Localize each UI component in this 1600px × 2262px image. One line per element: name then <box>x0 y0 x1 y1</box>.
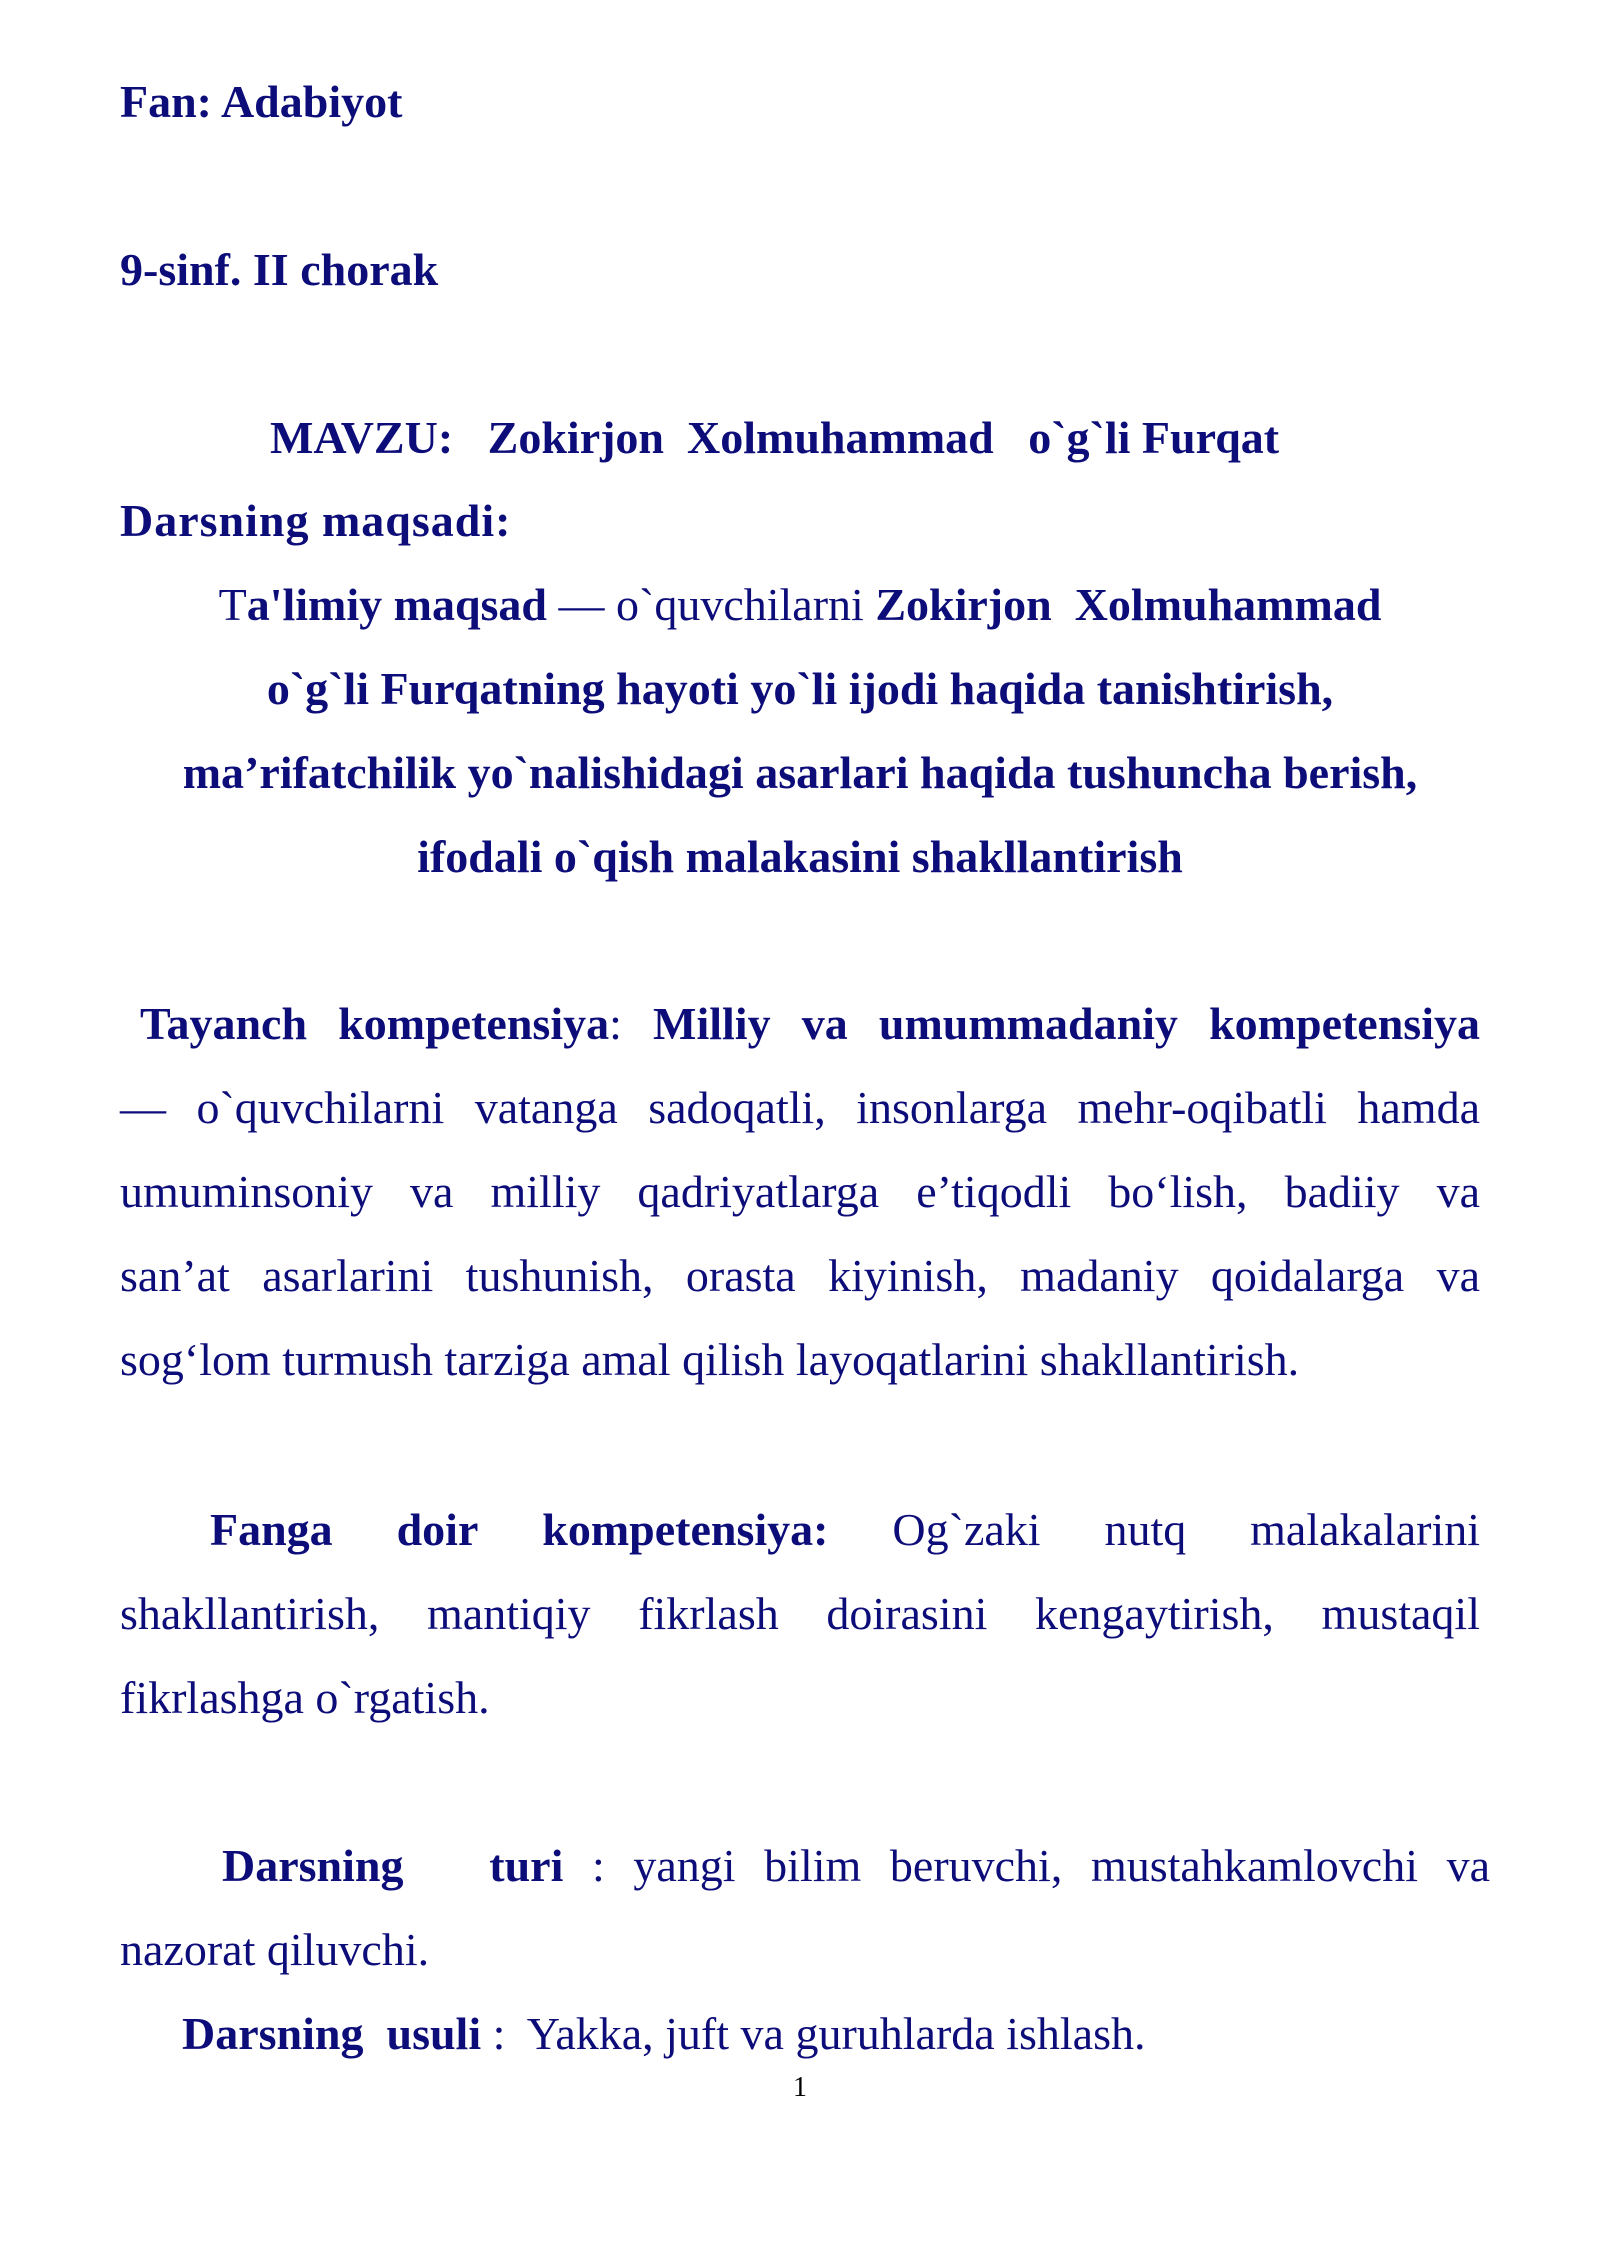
core-competence-line1 <box>140 996 1480 1052</box>
lesson-method-label: Darsning usuli <box>182 2008 482 2059</box>
core-competence-line2: — o`quvchilarni vatanga sadoqatli, insonlarga mehr-oqibatli hamda <box>120 1082 1480 1133</box>
subject-heading: Fan: Adabiyot <box>120 76 403 127</box>
subject-competence-line1 <box>210 1502 1480 1558</box>
topic-label: MAVZU: <box>270 412 454 463</box>
goals-heading: Darsning maqsadi: <box>120 495 512 546</box>
subject-competence-line2: shakllantirish, mantiqiy fikrlash doirasini kengaytirish, mustaqil <box>120 1588 1480 1639</box>
lesson-type-text: yangi bilim beruvchi, mustahkamlovchi va <box>633 1840 1491 1891</box>
core-competence-colon: : <box>609 998 622 1049</box>
core-competence-name: Milliy va umummadaniy kompetensiya <box>653 998 1480 1049</box>
page-number: 1 <box>793 2072 807 2103</box>
subject-competence-text: Og`zaki nutq malakalarini <box>892 1504 1481 1555</box>
lesson-type-line1 <box>222 1838 1490 1894</box>
educational-goal-name: Zokirjon Xolmuhammad <box>875 579 1382 630</box>
subject-competence-line3: fikrlashga o`rgatish. <box>120 1672 490 1723</box>
educational-goal-line4: ifodali o`qish malakasini shakllantirish <box>417 831 1183 882</box>
subject-competence-label-1: Fanga <box>210 1504 333 1555</box>
educational-goal-line2: o`g`li Furqatning hayoti yo`li ijodi haqida tanishtirish, <box>266 663 1334 714</box>
educational-prefix: T <box>218 579 247 630</box>
educational-goal-dash: — o`quvchilarni <box>547 579 876 630</box>
educational-goal-label: a'limiy maqsad <box>246 579 548 630</box>
lesson-method-colon: : <box>481 2008 506 2059</box>
core-competence-label: Tayanch kompetensiya <box>140 998 610 1049</box>
lesson-type-colon: : <box>563 1840 605 1891</box>
lesson-method-text: Yakka, juft va guruhlarda ishlash. <box>526 2008 1146 2059</box>
subject-competence-label-3: kompetensiya: <box>542 1504 829 1555</box>
subject-competence-label-2: doir <box>396 1504 479 1555</box>
topic-line <box>270 410 1279 466</box>
grade-heading: 9-sinf. II chorak <box>120 244 439 295</box>
core-competence-line4: san’at asarlarini tushunish, orasta kiyinish, madaniy qoidalarga va <box>120 1250 1480 1301</box>
educational-goal-line3: ma’rifatchilik yo`nalishidagi asarlari haqida tushuncha berish, <box>182 747 1418 798</box>
educational-goal-line1 <box>0 577 1600 633</box>
core-competence-line5: sog‘lom turmush tarziga amal qilish layoqatlarini shakllantirish. <box>120 1334 1300 1385</box>
lesson-type-line2: nazorat qiluvchi. <box>120 1924 430 1975</box>
topic-title: Zokirjon Xolmuhammad o`g`li Furqat <box>487 412 1280 463</box>
lesson-method-line <box>182 2006 1145 2062</box>
core-competence-line3: umuminsoniy va milliy qadriyatlarga e’tiqodli bo‘lish, badiiy va <box>120 1166 1480 1217</box>
lesson-type-label: Darsning turi <box>222 1840 564 1891</box>
